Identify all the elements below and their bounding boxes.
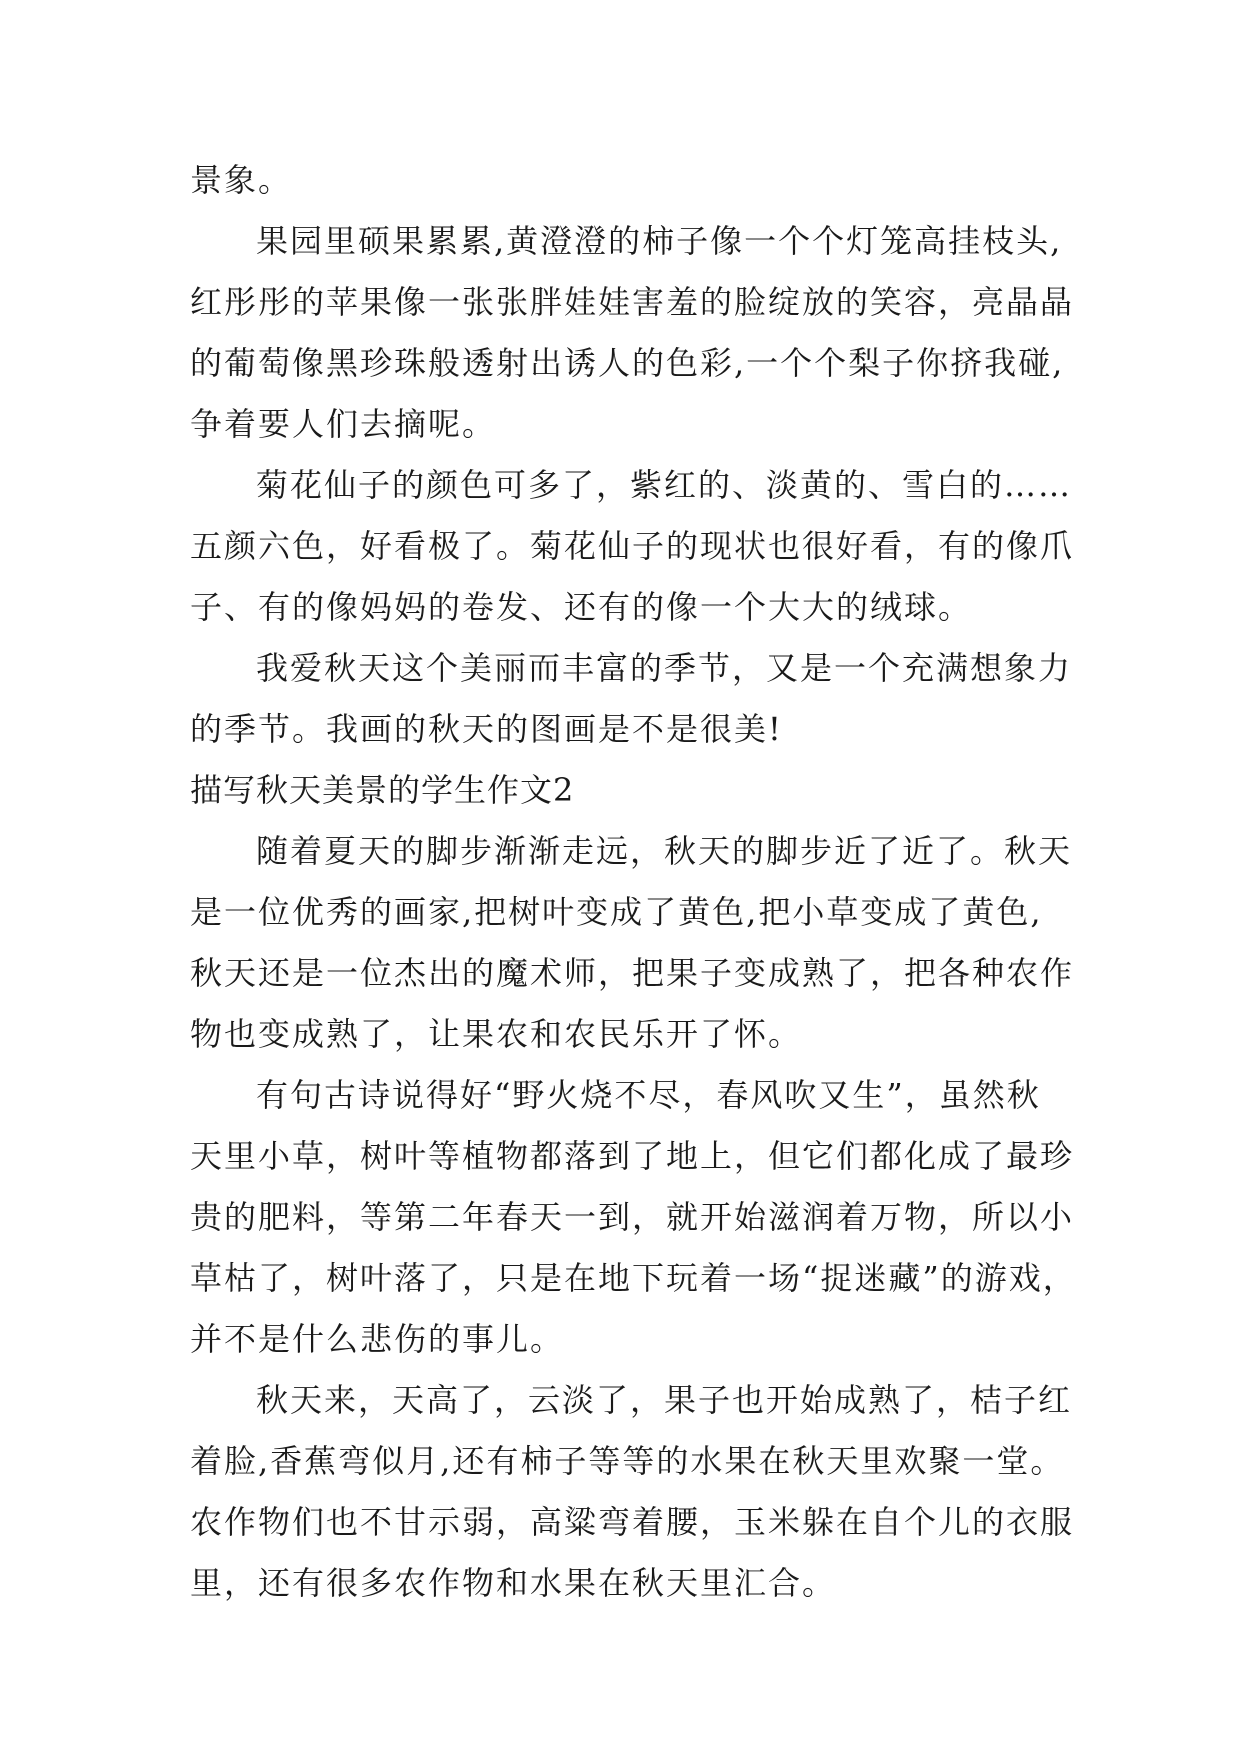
text-line: 天里小草，树叶等植物都落到了地上，但它们都化成了最珍: [190, 1137, 1075, 1175]
text-line: 随着夏天的脚步渐渐走远，秋天的脚步近了近了。秋天: [256, 832, 1073, 870]
text-line: 的葡萄像黑珍珠般透射出诱人的色彩,一个个梨子你挤我碰,: [190, 344, 1065, 382]
text-line: 着脸,香蕉弯似月,还有柿子等等的水果在秋天里欢聚一堂。: [190, 1442, 1065, 1480]
text-line: 五颜六色，好看极了。菊花仙子的现状也很好看，有的像爪: [190, 527, 1075, 565]
document-page: [190, 150, 1077, 1614]
text-line: 有句古诗说得好“野火烧不尽，春风吹又生”，虽然秋: [256, 1076, 1041, 1114]
text-line: 子、有的像妈妈的卷发、还有的像一个大大的绒球。: [190, 588, 973, 626]
text-line: 贵的肥料，等第二年春天一到，就开始滋润着万物，所以小: [190, 1198, 1075, 1236]
text-line: 争着要人们去摘呢。: [190, 405, 497, 443]
text-line: 秋天来，天高了，云淡了，果子也开始成熟了，桔子红: [256, 1381, 1073, 1419]
text-line: 红彤彤的苹果像一张张胖娃娃害羞的脸绽放的笑容，亮晶晶: [190, 283, 1075, 321]
text-line: 菊花仙子的颜色可多了，紫红的、淡黄的、雪白的……: [256, 466, 1073, 504]
text-line: 景象。: [190, 161, 293, 199]
text-line: 是一位优秀的画家,把树叶变成了黄色,把小草变成了黄色,: [190, 893, 1043, 931]
text-line: 物也变成熟了，让果农和农民乐开了怀。: [190, 1015, 803, 1053]
text-line: 农作物们也不甘示弱，高粱弯着腰，玉米躲在自个儿的衣服: [190, 1503, 1075, 1541]
section-heading: 描写秋天美景的学生作文2: [190, 771, 575, 809]
text-line: 我爱秋天这个美丽而丰富的季节，又是一个充满想象力: [256, 649, 1073, 687]
text-line: 草枯了，树叶落了，只是在地下玩着一场“捉迷藏”的游戏，: [190, 1259, 1077, 1297]
text-line: 并不是什么悲伤的事儿。: [190, 1320, 565, 1358]
text-line: 果园里硕果累累,黄澄澄的柿子像一个个灯笼高挂枝头,: [256, 222, 1063, 260]
text-line: 的季节。我画的秋天的图画是不是很美!: [190, 710, 783, 748]
text-line: 里，还有很多农作物和水果在秋天里汇合。: [190, 1564, 837, 1602]
text-line: 秋天还是一位杰出的魔术师，把果子变成熟了，把各种农作: [190, 954, 1075, 992]
